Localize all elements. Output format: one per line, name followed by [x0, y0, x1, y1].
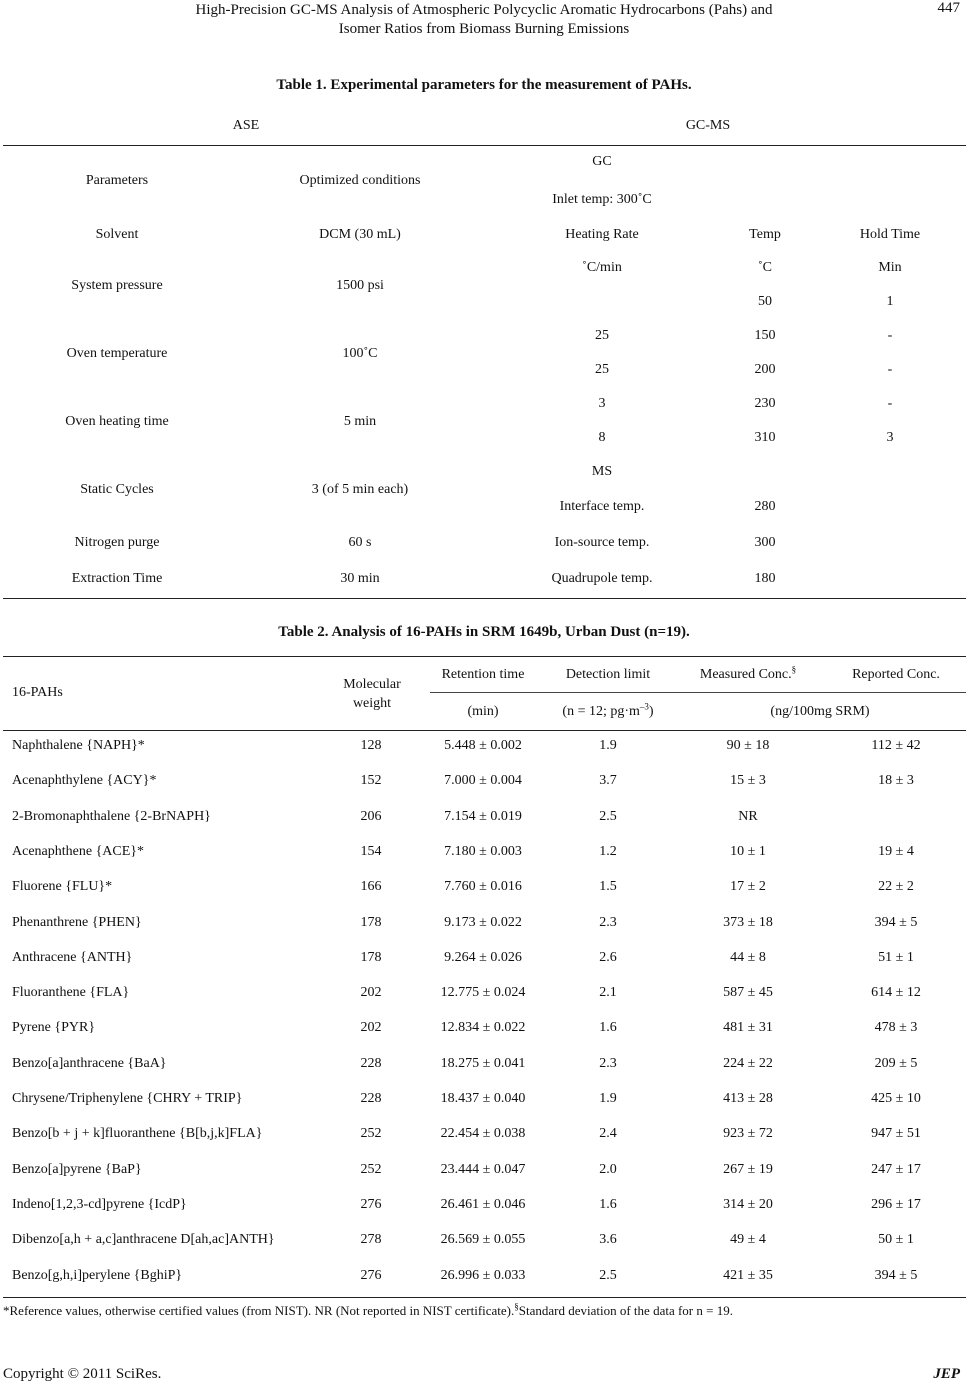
- table2-header-measured-sup: §: [791, 664, 797, 675]
- footnote-pre: *Reference values, otherwise certified values (from NIST). NR (Not reported in NIST certificate).: [3, 1303, 515, 1318]
- copyright: Copyright © 2011 SciRes.: [3, 1366, 162, 1382]
- table1-gc-rate: 3: [598, 396, 606, 411]
- running-head-line-1: High-Precision GC-MS Analysis of Atmospheric Polycyclic Aromatic Hydrocarbons (Pahs) and: [195, 2, 773, 18]
- reported-conc: 209 ± 5: [874, 1056, 918, 1071]
- table1-gc-temp: 310: [754, 430, 776, 445]
- pah-name: Indeno[1,2,3-cd]pyrene {IcdP}: [12, 1197, 187, 1212]
- pah-name: Acenaphthylene {ACY}*: [12, 773, 157, 788]
- measured-conc: 49 ± 4: [730, 1232, 766, 1247]
- table1-ase-param: Nitrogen purge: [74, 535, 160, 550]
- detection-limit: 3.7: [599, 773, 617, 788]
- table1-header-parameters: Parameters: [85, 173, 149, 188]
- table1-top-rule: [3, 145, 966, 146]
- table2-header-retention-unit: (min): [467, 704, 499, 719]
- table1-gc-unit-rate: ˚C/min: [582, 260, 622, 275]
- molecular-weight: 206: [360, 809, 382, 824]
- retention-time: 23.444 ± 0.047: [440, 1162, 526, 1177]
- molecular-weight: 252: [360, 1162, 382, 1177]
- measured-conc: 267 ± 19: [723, 1162, 773, 1177]
- measured-conc: 421 ± 35: [723, 1268, 773, 1283]
- table1-bottom-rule: [3, 598, 966, 599]
- retention-time: 7.180 ± 0.003: [444, 844, 522, 859]
- detection-limit: 3.6: [599, 1232, 617, 1247]
- table2-header-measured: [700, 666, 796, 684]
- reported-conc: 247 ± 17: [871, 1162, 921, 1177]
- table1-gc-hold: -: [887, 328, 893, 343]
- pah-name: Naphthalene {NAPH}*: [12, 738, 145, 753]
- table1-ase-value: 30 min: [340, 571, 380, 586]
- measured-conc: 587 ± 45: [723, 985, 773, 1000]
- table1-group-ase: ASE: [232, 118, 260, 133]
- table1-ase-value: 1500 psi: [336, 278, 384, 293]
- table1-gc-rate: 25: [595, 362, 609, 377]
- measured-conc: 15 ± 3: [730, 773, 766, 788]
- detection-limit: 2.5: [599, 1268, 617, 1283]
- table1-header-conditions: Optimized conditions: [299, 173, 421, 188]
- molecular-weight: 128: [360, 738, 382, 753]
- retention-time: 9.264 ± 0.026: [444, 950, 522, 965]
- table1-caption: Table 1. Experimental parameters for the measurement of PAHs.: [276, 77, 692, 93]
- table2-header-pahs: 16-PAHs: [12, 685, 63, 700]
- retention-time: 12.775 ± 0.024: [440, 985, 526, 1000]
- table1-ase-value: 60 s: [348, 535, 372, 550]
- table1-ase-param: System pressure: [71, 278, 163, 293]
- retention-time: 18.437 ± 0.040: [440, 1091, 526, 1106]
- table1-ms-name: Ion-source temp.: [554, 535, 650, 550]
- table2-header-mw-line1: Molecular: [343, 677, 401, 692]
- pah-name: Fluorene {FLU}*: [12, 879, 113, 894]
- running-head-line-2: Isomer Ratios from Biomass Burning Emissions: [338, 21, 630, 37]
- pah-name: Acenaphthene {ACE}*: [12, 844, 145, 859]
- table1-ms-name: Quadrupole temp.: [551, 571, 653, 586]
- pah-name: Pyrene {PYR}: [12, 1020, 96, 1035]
- pah-name: 2-Bromonaphthalene {2-BrNAPH}: [12, 809, 211, 824]
- table1-ase-param: Oven temperature: [66, 346, 168, 361]
- table1-ms-value: 280: [754, 499, 776, 514]
- table1-ase-param: Static Cycles: [80, 482, 154, 497]
- table1-gc-rate: 8: [598, 430, 606, 445]
- table1-ase-value: 5 min: [343, 414, 377, 429]
- retention-time: 26.996 ± 0.033: [440, 1268, 526, 1283]
- detection-limit: 2.4: [599, 1126, 617, 1141]
- measured-conc: 90 ± 18: [726, 738, 770, 753]
- retention-time: 7.154 ± 0.019: [444, 809, 522, 824]
- reported-conc: 614 ± 12: [871, 985, 921, 1000]
- molecular-weight: 278: [360, 1232, 382, 1247]
- molecular-weight: 166: [360, 879, 382, 894]
- retention-time: 22.454 ± 0.038: [440, 1126, 526, 1141]
- table2-header-conc-unit: (ng/100mg SRM): [770, 704, 870, 719]
- table1-gc-unit-hold: Min: [878, 260, 902, 275]
- table2-header-rule: [3, 730, 966, 731]
- molecular-weight: 178: [360, 950, 382, 965]
- measured-conc: 224 ± 22: [723, 1056, 773, 1071]
- table1-gc-col-rate: Heating Rate: [565, 227, 639, 242]
- measured-conc: 923 ± 72: [723, 1126, 773, 1141]
- molecular-weight: 276: [360, 1268, 382, 1283]
- table2-header-molecular-weight: [332, 675, 412, 713]
- table2-dl-unit-sup: –3: [639, 701, 649, 712]
- reported-conc: 19 ± 4: [878, 844, 914, 859]
- table1-gc-label: GC: [592, 154, 612, 169]
- reported-conc: 112 ± 42: [871, 738, 921, 753]
- molecular-weight: 202: [360, 1020, 382, 1035]
- molecular-weight: 252: [360, 1126, 382, 1141]
- measured-conc: 481 ± 31: [723, 1020, 773, 1035]
- reported-conc: 296 ± 17: [871, 1197, 921, 1212]
- table2-dl-unit-pre: (n = 12; pg·m: [562, 704, 640, 719]
- footnote-sup: §: [514, 1301, 519, 1312]
- table1-gc-inlet: Inlet temp: 300˚C: [552, 192, 652, 207]
- table1-ase-param: Oven heating time: [65, 414, 169, 429]
- molecular-weight: 202: [360, 985, 382, 1000]
- pah-name: Anthracene {ANTH}: [12, 950, 133, 965]
- table2-bottom-rule: [3, 1297, 966, 1298]
- detection-limit: 2.5: [599, 809, 617, 824]
- detection-limit: 1.6: [599, 1197, 617, 1212]
- retention-time: 18.275 ± 0.041: [440, 1056, 526, 1071]
- pah-name: Benzo[a]anthracene {BaA}: [12, 1056, 167, 1071]
- table1-gc-temp: 200: [754, 362, 776, 377]
- table1-gc-temp: 150: [754, 328, 776, 343]
- table1-ms-label: MS: [591, 464, 613, 479]
- page-number: 447: [937, 0, 960, 16]
- reported-conc: 947 ± 51: [871, 1126, 921, 1141]
- detection-limit: 1.6: [599, 1020, 617, 1035]
- table2-header-subrule: [430, 692, 966, 693]
- detection-limit: 1.9: [599, 738, 617, 753]
- retention-time: 7.760 ± 0.016: [444, 879, 522, 894]
- molecular-weight: 154: [360, 844, 382, 859]
- pah-name: Fluoranthene {FLA}: [12, 985, 130, 1000]
- measured-conc: 44 ± 8: [730, 950, 766, 965]
- reported-conc: 394 ± 5: [874, 915, 918, 930]
- table1-gc-rate: 25: [595, 328, 609, 343]
- table1-gc-unit-temp: ˚C: [758, 260, 772, 275]
- pah-name: Benzo[g,h,i]perylene {BghiP}: [12, 1268, 183, 1283]
- detection-limit: 2.3: [599, 915, 617, 930]
- table2-header-reported: Reported Conc.: [852, 667, 940, 682]
- table1-gc-hold: -: [887, 362, 893, 377]
- measured-conc: 10 ± 1: [730, 844, 766, 859]
- table1-gc-hold: 1: [886, 294, 894, 309]
- journal-abbrev: JEP: [933, 1366, 960, 1382]
- table2-header-detection-unit: [562, 703, 653, 721]
- reported-conc: 18 ± 3: [878, 773, 914, 788]
- molecular-weight: 228: [360, 1091, 382, 1106]
- detection-limit: 2.1: [599, 985, 617, 1000]
- pah-name: Benzo[b + j + k]fluoranthene {B[b,j,k]FLA}: [12, 1126, 263, 1141]
- reported-conc: 51 ± 1: [878, 950, 914, 965]
- table1-gc-temp: 230: [754, 396, 776, 411]
- measured-conc: 373 ± 18: [723, 915, 773, 930]
- table2-caption: Table 2. Analysis of 16-PAHs in SRM 1649b, Urban Dust (n=19).: [278, 624, 690, 640]
- table2-footnote: [3, 1303, 733, 1319]
- detection-limit: 1.5: [599, 879, 617, 894]
- table1-ase-param: Solvent: [95, 227, 139, 242]
- pah-name: Dibenzo[a,h + a,c]anthracene D[ah,ac]ANTH}: [12, 1232, 275, 1247]
- table1-ms-value: 300: [754, 535, 776, 550]
- detection-limit: 2.6: [599, 950, 617, 965]
- table1-group-gcms: GC-MS: [685, 118, 731, 133]
- reported-conc: 50 ± 1: [878, 1232, 914, 1247]
- retention-time: 9.173 ± 0.022: [444, 915, 522, 930]
- table2-header-mw-line2: weight: [352, 696, 392, 711]
- table2-header-retention: Retention time: [441, 667, 525, 682]
- table1-gc-col-hold: Hold Time: [859, 227, 921, 242]
- reported-conc: 478 ± 3: [874, 1020, 918, 1035]
- pah-name: Chrysene/Triphenylene {CHRY + TRIP}: [12, 1091, 243, 1106]
- table1-gc-temp: 50: [758, 294, 772, 309]
- table1-ase-param: Extraction Time: [71, 571, 163, 586]
- table1-ase-value: 100˚C: [342, 346, 378, 361]
- table1-gc-col-temp: Temp: [749, 227, 781, 242]
- table2-header-measured-text: Measured Conc.: [699, 667, 792, 682]
- table1-gc-hold: -: [887, 396, 893, 411]
- molecular-weight: 178: [360, 915, 382, 930]
- reported-conc: 394 ± 5: [874, 1268, 918, 1283]
- retention-time: 12.834 ± 0.022: [440, 1020, 526, 1035]
- table2-top-rule: [3, 656, 966, 657]
- detection-limit: 2.3: [599, 1056, 617, 1071]
- table1-ase-value: 3 (of 5 min each): [311, 482, 409, 497]
- retention-time: 7.000 ± 0.004: [444, 773, 522, 788]
- table1-ase-value: DCM (30 mL): [319, 227, 401, 242]
- measured-conc: 413 ± 28: [723, 1091, 773, 1106]
- table1-ms-value: 180: [754, 571, 776, 586]
- reported-conc: 425 ± 10: [871, 1091, 921, 1106]
- molecular-weight: 276: [360, 1197, 382, 1212]
- table1-gc-hold: 3: [886, 430, 894, 445]
- pah-name: Benzo[a]pyrene {BaP}: [12, 1162, 142, 1177]
- pah-name: Phenanthrene {PHEN}: [12, 915, 142, 930]
- molecular-weight: 152: [360, 773, 382, 788]
- reported-conc: 22 ± 2: [878, 879, 914, 894]
- measured-conc: NR: [738, 809, 758, 824]
- running-head: [0, 0, 968, 44]
- measured-conc: 17 ± 2: [730, 879, 766, 894]
- retention-time: 5.448 ± 0.002: [444, 738, 522, 753]
- table1-ms-name: Interface temp.: [559, 499, 645, 514]
- footnote-post: Standard deviation of the data for n = 19.: [518, 1303, 733, 1318]
- table2-dl-unit-post: ): [648, 704, 654, 719]
- table2-header-detection: Detection limit: [565, 667, 651, 682]
- detection-limit: 2.0: [599, 1162, 617, 1177]
- detection-limit: 1.9: [599, 1091, 617, 1106]
- retention-time: 26.461 ± 0.046: [440, 1197, 526, 1212]
- detection-limit: 1.2: [599, 844, 617, 859]
- measured-conc: 314 ± 20: [723, 1197, 773, 1212]
- retention-time: 26.569 ± 0.055: [440, 1232, 526, 1247]
- molecular-weight: 228: [360, 1056, 382, 1071]
